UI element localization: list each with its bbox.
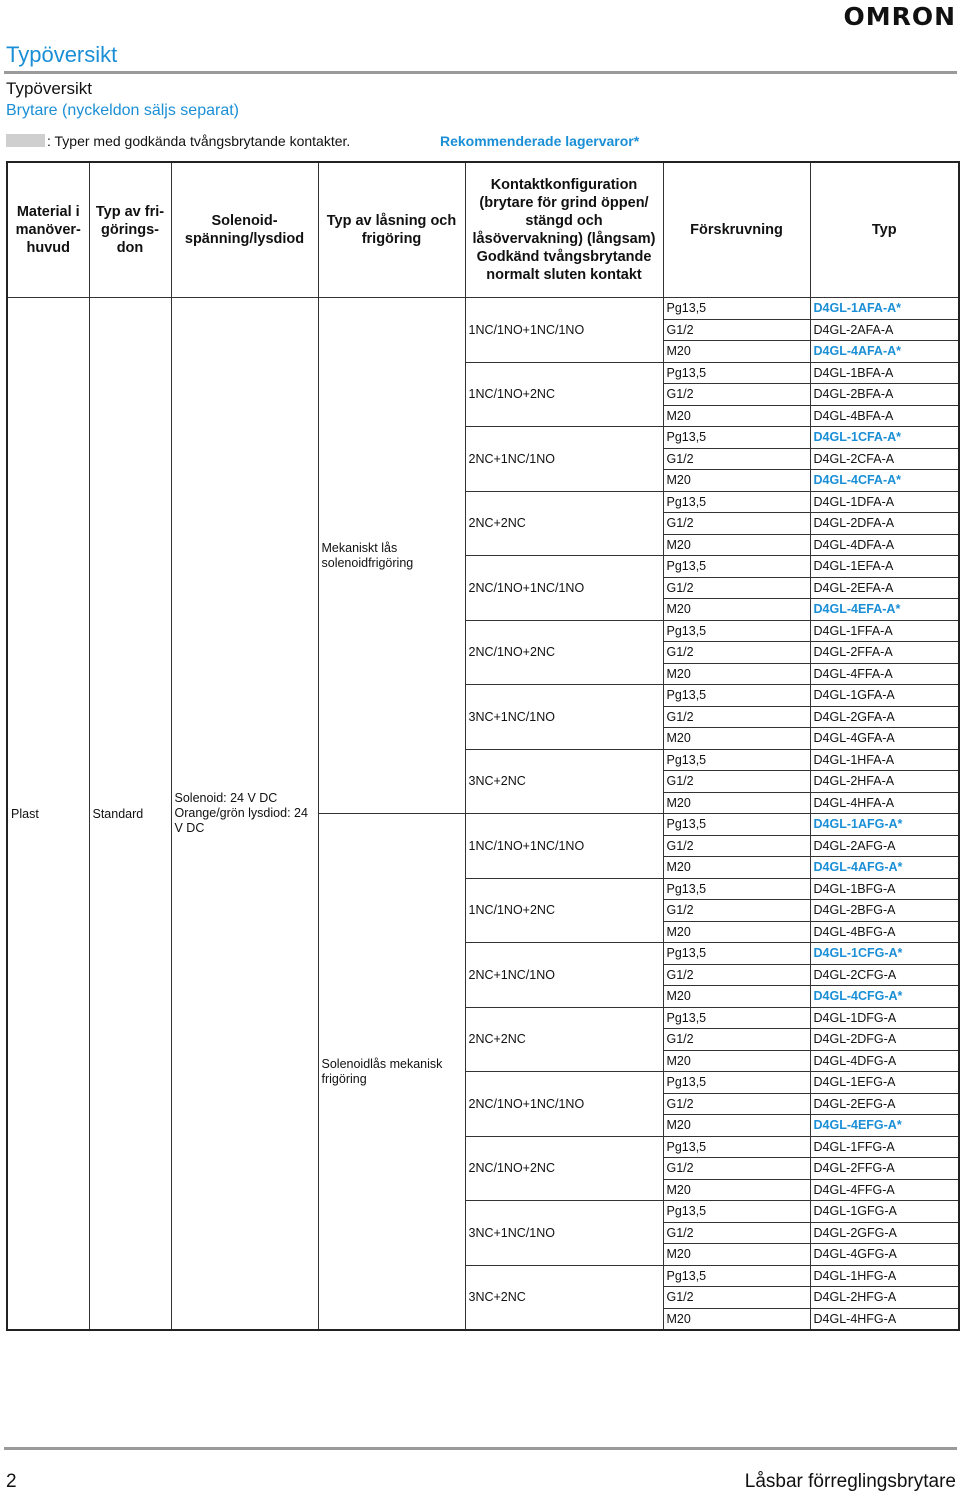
header-type: Typ bbox=[810, 162, 959, 298]
gland-cell: Pg13,5 bbox=[663, 1136, 810, 1158]
gland-cell: G1/2 bbox=[663, 706, 810, 728]
gland-cell: Pg13,5 bbox=[663, 362, 810, 384]
model-type-recommended: D4GL-1CFA-A* bbox=[810, 427, 959, 449]
model-type-cell: D4GL-2GFG-A bbox=[810, 1222, 959, 1244]
model-type-cell: D4GL-1HFA-A bbox=[810, 749, 959, 771]
contact-config-cell: 2NC+1NC/1NO bbox=[465, 943, 663, 1008]
lock-type-cell: Mekaniskt lås solenoidfrigöring bbox=[318, 298, 465, 814]
model-type-cell: D4GL-4HFA-A bbox=[810, 792, 959, 814]
model-type-cell: D4GL-1GFA-A bbox=[810, 685, 959, 707]
gland-cell: G1/2 bbox=[663, 964, 810, 986]
model-type-cell: D4GL-2BFG-A bbox=[810, 900, 959, 922]
gland-cell: G1/2 bbox=[663, 384, 810, 406]
header-release-type: Typ av fri-görings-don bbox=[89, 162, 171, 298]
contact-config-cell: 3NC+2NC bbox=[465, 749, 663, 814]
contact-config-cell: 3NC+1NC/1NO bbox=[465, 1201, 663, 1266]
model-type-cell: D4GL-2EFA-A bbox=[810, 577, 959, 599]
model-type-cell: D4GL-2AFA-A bbox=[810, 319, 959, 341]
model-type-cell: D4GL-2BFA-A bbox=[810, 384, 959, 406]
gland-cell: M20 bbox=[663, 1244, 810, 1266]
model-type-cell: D4GL-1EFG-A bbox=[810, 1072, 959, 1094]
gland-cell: Pg13,5 bbox=[663, 620, 810, 642]
gland-cell: Pg13,5 bbox=[663, 427, 810, 449]
gland-cell: M20 bbox=[663, 1179, 810, 1201]
top-rule bbox=[4, 71, 957, 74]
gland-cell: M20 bbox=[663, 921, 810, 943]
gland-cell: G1/2 bbox=[663, 1093, 810, 1115]
contact-config-cell: 1NC/1NO+2NC bbox=[465, 878, 663, 943]
gland-cell: G1/2 bbox=[663, 1158, 810, 1180]
page-title: Typöversikt bbox=[6, 42, 118, 67]
gland-cell: Pg13,5 bbox=[663, 814, 810, 836]
model-table bbox=[6, 161, 960, 1331]
contact-config-cell: 3NC+1NC/1NO bbox=[465, 685, 663, 750]
model-type-cell: D4GL-4DFG-A bbox=[810, 1050, 959, 1072]
model-type-cell: D4GL-1BFA-A bbox=[810, 362, 959, 384]
contact-config-cell: 2NC/1NO+1NC/1NO bbox=[465, 556, 663, 621]
legend-recommended: Rekommenderade lagervaror* bbox=[440, 133, 640, 149]
model-type-cell: D4GL-2FFG-A bbox=[810, 1158, 959, 1180]
model-type-recommended: D4GL-1AFG-A* bbox=[810, 814, 959, 836]
gland-cell: M20 bbox=[663, 534, 810, 556]
gland-cell: M20 bbox=[663, 728, 810, 750]
model-type-cell: D4GL-4FFA-A bbox=[810, 663, 959, 685]
gland-cell: M20 bbox=[663, 1308, 810, 1330]
legend-swatch bbox=[6, 134, 45, 147]
gland-cell: Pg13,5 bbox=[663, 556, 810, 578]
contact-config-cell: 1NC/1NO+1NC/1NO bbox=[465, 814, 663, 879]
model-type-cell: D4GL-2DFG-A bbox=[810, 1029, 959, 1051]
gland-cell: G1/2 bbox=[663, 835, 810, 857]
model-type-cell: D4GL-1FFA-A bbox=[810, 620, 959, 642]
gland-cell: G1/2 bbox=[663, 448, 810, 470]
model-type-cell: D4GL-4GFG-A bbox=[810, 1244, 959, 1266]
gland-cell: M20 bbox=[663, 599, 810, 621]
model-type-cell: D4GL-2DFA-A bbox=[810, 513, 959, 535]
model-type-cell: D4GL-2CFG-A bbox=[810, 964, 959, 986]
gland-cell: G1/2 bbox=[663, 577, 810, 599]
gland-cell: G1/2 bbox=[663, 319, 810, 341]
header-contact-config: Kontaktkonfiguration (brytare för grind öppen/ stängd och låsövervakning) (långsam) Godkänd tvångsbrytande normalt sluten kontakt bbox=[465, 162, 663, 298]
gland-cell: Pg13,5 bbox=[663, 749, 810, 771]
model-type-recommended: D4GL-4AFG-A* bbox=[810, 857, 959, 879]
contact-config-cell: 3NC+2NC bbox=[465, 1265, 663, 1330]
gland-cell: Pg13,5 bbox=[663, 491, 810, 513]
model-type-cell: D4GL-2GFA-A bbox=[810, 706, 959, 728]
legend-text: : Typer med godkända tvångsbrytande kontakter. bbox=[47, 133, 351, 149]
gland-cell: G1/2 bbox=[663, 771, 810, 793]
gland-cell: M20 bbox=[663, 792, 810, 814]
model-type-recommended: D4GL-1AFA-A* bbox=[810, 298, 959, 320]
bottom-rule bbox=[4, 1447, 957, 1450]
model-type-cell: D4GL-1BFG-A bbox=[810, 878, 959, 900]
gland-cell: M20 bbox=[663, 405, 810, 427]
gland-cell: M20 bbox=[663, 663, 810, 685]
gland-cell: Pg13,5 bbox=[663, 878, 810, 900]
gland-cell: G1/2 bbox=[663, 900, 810, 922]
model-type-cell: D4GL-2HFG-A bbox=[810, 1287, 959, 1309]
header-gland: Förskruvning bbox=[663, 162, 810, 298]
model-type-cell: D4GL-2FFA-A bbox=[810, 642, 959, 664]
model-type-cell: D4GL-1DFA-A bbox=[810, 491, 959, 513]
model-type-cell: D4GL-4HFG-A bbox=[810, 1308, 959, 1330]
contact-config-cell: 2NC/1NO+2NC bbox=[465, 620, 663, 685]
table-header-row bbox=[7, 162, 959, 298]
contact-config-cell: 2NC/1NO+2NC bbox=[465, 1136, 663, 1201]
gland-cell: Pg13,5 bbox=[663, 1072, 810, 1094]
model-type-cell: D4GL-2HFA-A bbox=[810, 771, 959, 793]
model-type-cell: D4GL-4DFA-A bbox=[810, 534, 959, 556]
release-type-cell: Standard bbox=[89, 298, 171, 1331]
model-type-cell: D4GL-1GFG-A bbox=[810, 1201, 959, 1223]
gland-cell: G1/2 bbox=[663, 1287, 810, 1309]
contact-config-cell: 2NC/1NO+1NC/1NO bbox=[465, 1072, 663, 1137]
model-type-cell: D4GL-1HFG-A bbox=[810, 1265, 959, 1287]
model-type-cell: D4GL-2CFA-A bbox=[810, 448, 959, 470]
gland-cell: G1/2 bbox=[663, 1222, 810, 1244]
contact-config-cell: 1NC/1NO+2NC bbox=[465, 362, 663, 427]
contact-config-cell: 2NC+2NC bbox=[465, 491, 663, 556]
gland-cell: G1/2 bbox=[663, 513, 810, 535]
model-type-recommended: D4GL-4AFA-A* bbox=[810, 341, 959, 363]
model-type-recommended: D4GL-1CFG-A* bbox=[810, 943, 959, 965]
model-type-cell: D4GL-1FFG-A bbox=[810, 1136, 959, 1158]
gland-cell: Pg13,5 bbox=[663, 685, 810, 707]
gland-cell: M20 bbox=[663, 1115, 810, 1137]
contact-config-cell: 2NC+2NC bbox=[465, 1007, 663, 1072]
lock-type-cell: Solenoidlås mekanisk frigöring bbox=[318, 814, 465, 1331]
omron-logo: OMRON bbox=[843, 2, 956, 31]
gland-cell: M20 bbox=[663, 341, 810, 363]
page-number: 2 bbox=[6, 1471, 17, 1492]
footer-title: Låsbar förreglingsbrytare bbox=[744, 1471, 956, 1492]
section-subheading: Brytare (nyckeldon säljs separat) bbox=[6, 102, 239, 119]
gland-cell: M20 bbox=[663, 986, 810, 1008]
header-voltage: Solenoid-spänning/lysdiod bbox=[171, 162, 318, 298]
model-type-recommended: D4GL-4EFA-A* bbox=[810, 599, 959, 621]
gland-cell: M20 bbox=[663, 857, 810, 879]
contact-config-cell: 2NC+1NC/1NO bbox=[465, 427, 663, 492]
voltage-cell: Solenoid: 24 V DC Orange/grön lysdiod: 24 V DC bbox=[171, 298, 318, 1331]
header-lock-type: Typ av låsning och frigöring bbox=[318, 162, 465, 298]
gland-cell: M20 bbox=[663, 1050, 810, 1072]
model-type-recommended: D4GL-4EFG-A* bbox=[810, 1115, 959, 1137]
model-type-cell: D4GL-1DFG-A bbox=[810, 1007, 959, 1029]
section-heading: Typöversikt bbox=[6, 79, 92, 98]
gland-cell: Pg13,5 bbox=[663, 1265, 810, 1287]
gland-cell: Pg13,5 bbox=[663, 298, 810, 320]
model-type-cell: D4GL-4BFA-A bbox=[810, 405, 959, 427]
header-material: Material i manöver-huvud bbox=[7, 162, 89, 298]
gland-cell: M20 bbox=[663, 470, 810, 492]
model-type-cell: D4GL-4FFG-A bbox=[810, 1179, 959, 1201]
model-type-cell: D4GL-4BFG-A bbox=[810, 921, 959, 943]
gland-cell: G1/2 bbox=[663, 1029, 810, 1051]
gland-cell: G1/2 bbox=[663, 642, 810, 664]
model-type-recommended: D4GL-4CFA-A* bbox=[810, 470, 959, 492]
gland-cell: Pg13,5 bbox=[663, 1007, 810, 1029]
table-row bbox=[7, 298, 959, 320]
model-type-cell: D4GL-2AFG-A bbox=[810, 835, 959, 857]
gland-cell: Pg13,5 bbox=[663, 943, 810, 965]
model-type-cell: D4GL-2EFG-A bbox=[810, 1093, 959, 1115]
material-cell: Plast bbox=[7, 298, 89, 1331]
gland-cell: Pg13,5 bbox=[663, 1201, 810, 1223]
contact-config-cell: 1NC/1NO+1NC/1NO bbox=[465, 298, 663, 363]
model-type-cell: D4GL-1EFA-A bbox=[810, 556, 959, 578]
model-type-cell: D4GL-4GFA-A bbox=[810, 728, 959, 750]
model-type-recommended: D4GL-4CFG-A* bbox=[810, 986, 959, 1008]
